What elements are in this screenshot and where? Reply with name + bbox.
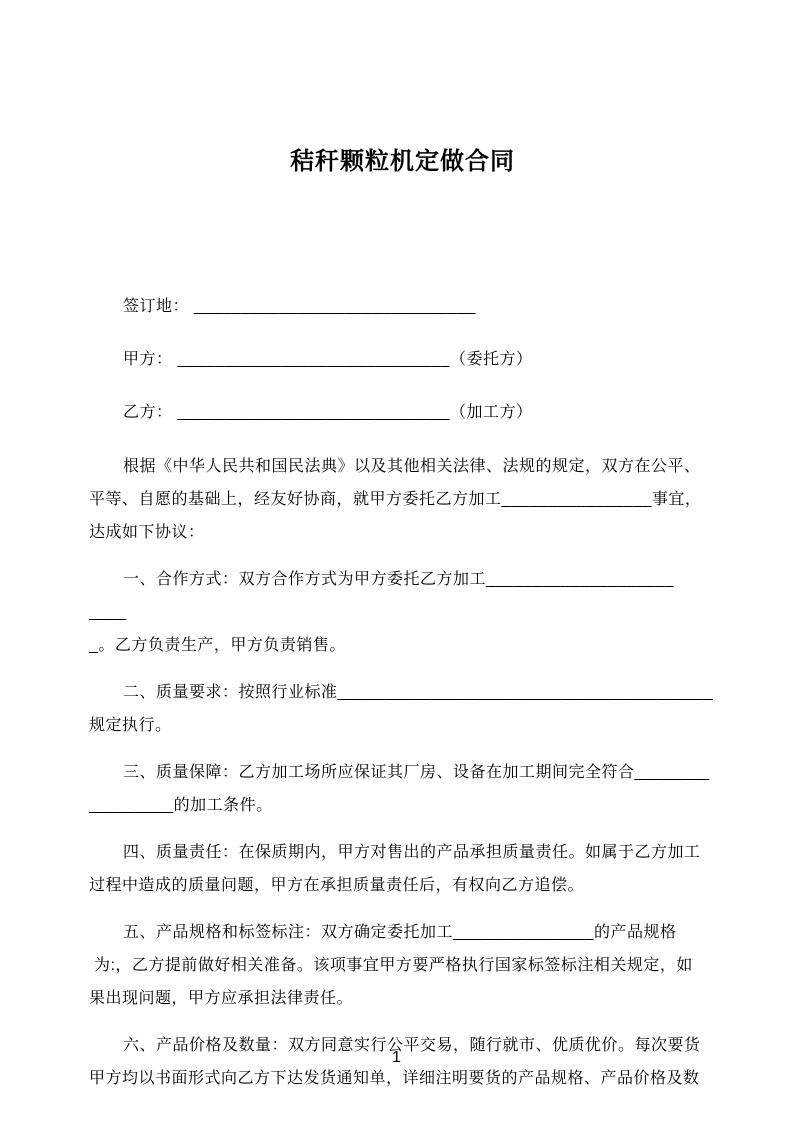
- page-number: 1: [392, 1049, 401, 1066]
- text-line: 甲方均以书面形式向乙方下达发货通知单，详细注明要货的产品规格、产品价格及数: [89, 1070, 700, 1087]
- text-line: 四、质量责任：在保质期内，甲方对售出的产品承担质量责任。如属于乙方加工: [123, 844, 701, 861]
- text-line: 三、质量保障：乙方加工场所应保证其厂房、设备在加工期间完全符合________: [123, 764, 710, 781]
- paragraph-preamble: [89, 450, 716, 549]
- text-line: 六、产品价格及数量：双方同意实行公平交易，随行就市、优质优价。每次要货: [123, 1037, 701, 1054]
- clause-5-product-specs-labeling: [89, 916, 716, 1015]
- text-line: 一、合作方式：双方合作方式为甲方委托乙方加工____________________ ____: [89, 571, 679, 621]
- signing-fields: [89, 290, 716, 429]
- clause-1-cooperation-method: [89, 563, 716, 662]
- document-content: [89, 0, 716, 1109]
- text-line: 平等、自愿的基础上，经友好协商，就甲方委托乙方加工________________事宜，: [89, 491, 702, 508]
- field-signing-place: 签订地： ______________________________: [123, 298, 476, 315]
- field-party-a: 甲方： _____________________________（委托方）: [123, 351, 533, 368]
- text-line: 根据《中华人民共和国民法典》以及其他相关法律、法规的规定，双方在公平、: [123, 458, 701, 475]
- field-party-b: 乙方： _____________________________（加工方）: [123, 404, 533, 421]
- clause-4-quality-liability: [89, 836, 716, 902]
- clause-3-quality-assurance: [89, 756, 716, 822]
- text-line: _________的加工条件。: [89, 797, 273, 814]
- text-line: 为:，乙方提前做好相关准备。该项事宜甲方要严格执行国家标签标注相关规定，如: [89, 957, 693, 974]
- text-line: 二、质量要求：按照行业标准________________________________________规定执行。: [89, 684, 714, 734]
- document-title: 秸秆颗粒机定做合同: [290, 148, 515, 175]
- text-line: 五、产品规格和标签标注：双方确定委托加工_______________的产品规格: [123, 924, 677, 941]
- clause-2-quality-requirements: [89, 676, 716, 742]
- text-line: _。乙方负责生产，甲方负责销售。: [89, 637, 346, 654]
- text-line: 过程中造成的质量问题，甲方在承担质量责任后，有权向乙方追偿。: [89, 877, 585, 894]
- text-line: 达成如下协议：: [89, 524, 205, 541]
- text-line: 果出现问题，甲方应承担法律责任。: [89, 990, 354, 1007]
